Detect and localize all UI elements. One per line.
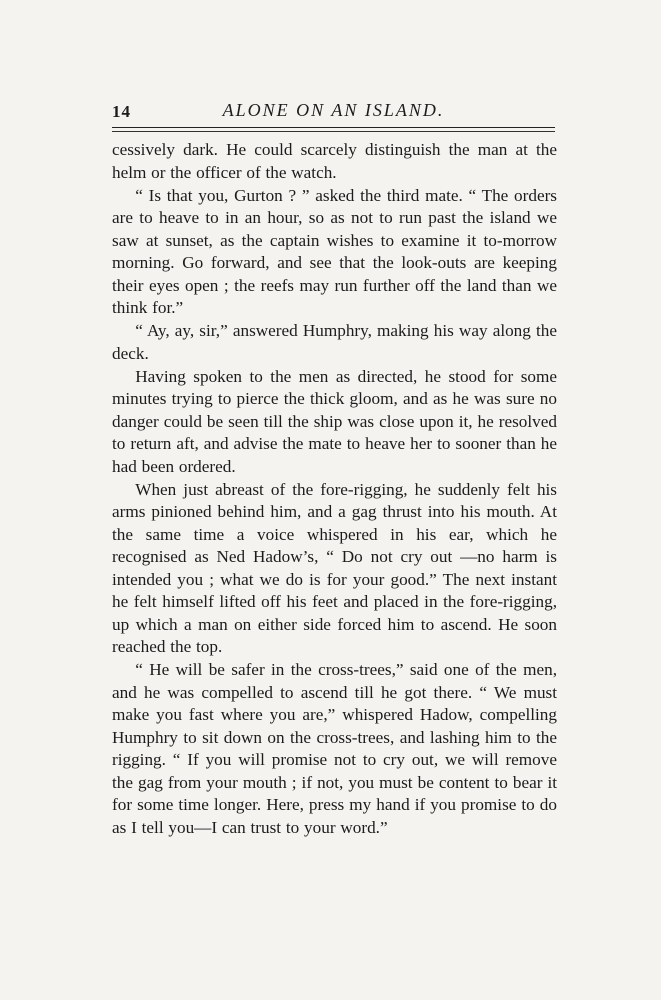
paragraph: “ Ay, ay, sir,” answered Humphry, making his way along the deck. bbox=[112, 321, 557, 363]
running-title: ALONE ON AN ISLAND. bbox=[222, 100, 445, 120]
header-rule-secondary bbox=[112, 131, 555, 132]
page-number: 14 bbox=[112, 102, 131, 121]
paragraph: “ He will be safer in the cross-trees,” said one of the men, and he was compelled to ascend till he got there. “ We must make you fast where you are,” whispered Hadow, compelling Humphry to sit down on the cross-trees, and lashing him to the rigging. “ If you will promise not to cry out, we will remove the gag from your mouth ; if not, you must be content to bear it for some time longer. Here, press my hand if you promise to do as I tell you—I can trust to your word.” bbox=[112, 660, 557, 837]
body-text bbox=[112, 139, 557, 839]
paragraph: Having spoken to the men as directed, he stood for some minutes trying to pierce the thick gloom, and as he was sure no danger could be seen till the ship was close upon it, he resolved to return aft, and advise the mate to heave her to sooner than he had been ordered. bbox=[112, 366, 557, 476]
paragraph: “ Is that you, Gurton ? ” asked the third mate. “ The orders are to heave to in an hour, so as not to run past the island we saw at sunset, as the captain wishes to examine it to-morrow morning. Go forward, and see that the look-outs are keeping their eyes open ; the reefs may run further off the land than we think for.” bbox=[112, 185, 557, 317]
running-head bbox=[112, 98, 555, 126]
paragraph: cessively dark. He could scarcely distinguish the man at the helm or the officer of the watch. bbox=[112, 140, 557, 182]
header-rule bbox=[112, 127, 555, 128]
paragraph: When just abreast of the fore-rigging, he suddenly felt his arms pinioned behind him, and a gag thrust into his mouth. At the same time a voice whispered in his ear, which he recognised as Ned Hadow’s, “ Do not cry out —no harm is intended you ; what we do is for your good.” The next instant he felt himself lifted off his feet and placed in the fore-rigging, up which a man on either side forced him to ascend. He soon reached the top. bbox=[112, 479, 557, 656]
